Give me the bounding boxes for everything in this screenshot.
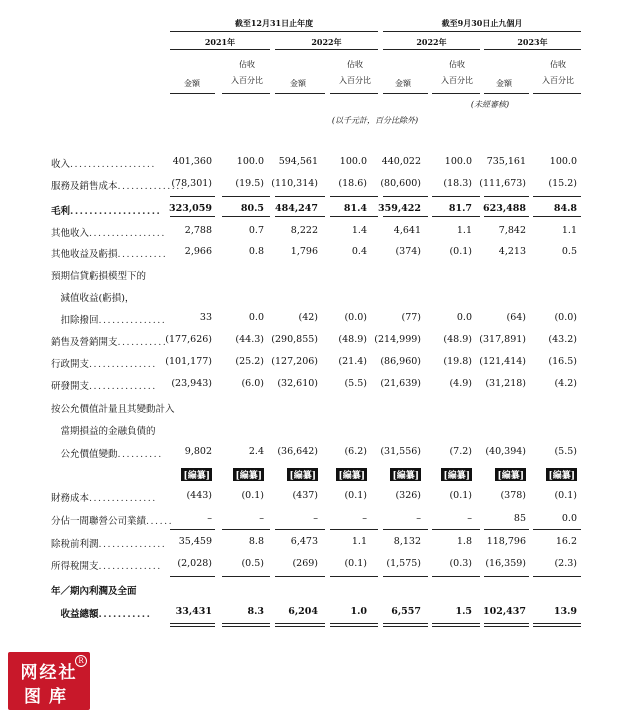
value-cell: 1.1 [561,225,577,236]
leader-dots: .............. [98,561,162,572]
value-cell: 623,488 [483,203,526,214]
period-annual-header: 截至12月31日止年度 [234,18,314,28]
value-cell: 33,431 [175,606,212,617]
table-row [0,356,633,374]
row-label [51,558,162,572]
tax-rule [432,576,480,577]
value-cell: (0.0) [554,312,577,323]
table-row [0,606,633,624]
value-cell: – [362,513,367,524]
leader-dots: ............... [98,315,167,326]
value-cell: 102,437 [483,606,526,617]
tax-rule [330,576,378,577]
total-rule [222,623,270,624]
stamp-line-1: 网经社 [20,663,78,683]
value-cell: 1.4 [351,225,367,236]
value-cell: 16.2 [555,536,577,547]
row-label [51,606,151,620]
value-cell: 9,802 [184,446,212,457]
row-label-text: 銷售及營銷開支 [51,337,118,348]
value-cell: 6,473 [290,536,318,547]
redacted-cell [546,468,577,481]
total-rule [170,626,215,627]
pct-header-4: 佔收 入百分比 [542,60,574,85]
table-row [0,536,633,554]
value-cell: (32,610) [277,378,318,389]
row-label [51,312,166,326]
value-cell: (127,206) [271,356,318,367]
row-label-text: 研發開支 [51,381,90,392]
value-cell: 85 [513,513,526,524]
value-cell: (111,673) [479,178,526,189]
leader-dots: ........... [98,609,152,620]
year-2022-nine-header: 2022年 [416,37,447,47]
leader-dots: ............... [89,381,157,392]
value-cell: 6,204 [288,606,318,617]
col-rule-3 [275,93,325,94]
row-label [51,225,166,239]
row-label [51,401,175,415]
leader-dots: ............... [89,493,157,504]
value-cell: (1,575) [386,558,421,569]
pretax-rule [170,529,215,530]
value-cell: (31,218) [485,378,526,389]
value-cell: (0.1) [344,558,367,569]
amount-header-1: 金額 [184,79,200,88]
total-rule [275,623,325,624]
unit-note: (以千元計，百分比除外) [331,116,419,125]
table-row [0,290,633,308]
year-2022-nine-rule [383,49,480,50]
table-row [0,246,633,264]
value-cell: (121,414) [479,356,526,367]
row-label [51,583,137,597]
total-rule [484,626,529,627]
total-rule [330,626,378,627]
subtotal-rule [170,196,215,197]
value-cell: (31,556) [380,446,421,457]
table-row [0,334,633,352]
gross-profit-rule [170,216,215,217]
value-cell: (48.9) [443,334,472,345]
row-label-text: 收益總額 [51,609,99,620]
leader-dots: .......... [117,449,163,460]
value-cell: 13.9 [553,606,577,617]
total-rule [432,623,480,624]
value-cell: 100.0 [549,156,577,167]
leader-dots: ................... [70,206,162,217]
redacted-cell [495,468,526,481]
value-cell: 4,641 [393,225,421,236]
value-cell: (0.1) [554,490,577,501]
value-cell: (437) [292,490,318,501]
row-label-text: 除稅前利潤 [51,539,99,550]
table-row [0,178,633,196]
table-row [0,312,633,330]
row-label [51,356,157,370]
table-row [0,156,633,174]
value-cell: 33 [199,312,212,323]
year-2023-nine-header: 2023年 [517,37,548,47]
subtotal-rule [484,196,529,197]
leader-dots: ................... [70,159,156,170]
value-cell: (80,600) [380,178,421,189]
period-nine-rule [383,31,581,32]
value-cell: (15.2) [548,178,577,189]
value-cell: 81.7 [448,203,472,214]
row-label-text: 預期信貸虧損模型下的 [51,271,147,282]
value-cell: 401,360 [172,156,212,167]
value-cell: 0.0 [456,312,472,323]
row-label-text: 行政開支 [51,359,90,370]
value-cell: – [467,513,472,524]
redaction-mark: [編纂] [441,468,472,481]
value-cell: (0.1) [449,490,472,501]
leader-dots: ...... [146,516,174,527]
value-cell: (18.6) [338,178,367,189]
total-rule [222,626,270,627]
redacted-cell [233,468,264,481]
row-label [51,203,161,217]
col-rule-2 [222,93,270,94]
row-label-text: 扣除撥回 [51,315,99,326]
tax-rule [484,576,529,577]
value-cell: (214,999) [374,334,421,345]
value-cell: 2.4 [248,446,264,457]
row-label [51,290,134,304]
value-cell: 735,161 [486,156,526,167]
row-label-text: 財務成本 [51,493,90,504]
value-cell: (21,639) [380,378,421,389]
gross-profit-rule [432,216,480,217]
leader-dots: ........... [117,249,168,260]
row-label [51,490,157,504]
redacted-cell [336,468,367,481]
pretax-rule [432,529,480,530]
value-cell: (378) [500,490,526,501]
registered-icon: R [75,655,87,667]
amount-header-4: 金額 [496,79,512,88]
leader-dots: ................. [89,228,166,239]
table-row [0,558,633,576]
row-label [51,334,167,348]
row-label [51,246,167,260]
total-rule [275,626,325,627]
value-cell: (317,891) [479,334,526,345]
value-cell: 8.3 [247,606,264,617]
col-rule-4 [330,93,378,94]
table-row [0,401,633,419]
row-label [51,178,185,192]
redaction-mark: [編纂] [287,468,318,481]
row-label-text: 其他收益及虧損 [51,249,118,260]
value-cell: (23,943) [171,378,212,389]
redacted-cell [441,468,472,481]
col-rule-7 [484,93,529,94]
value-cell: 2,966 [184,246,212,257]
value-cell: (6.2) [344,446,367,457]
value-cell: (0.1) [449,246,472,257]
value-cell: 440,022 [381,156,421,167]
value-cell: 1.8 [456,536,472,547]
redacted-cell [287,468,318,481]
stamp-line-2: 图库 [24,687,74,707]
pretax-rule [330,529,378,530]
value-cell: (6.0) [241,378,264,389]
value-cell: 8,132 [393,536,421,547]
value-cell: 1,796 [290,246,318,257]
redaction-mark: [編纂] [390,468,421,481]
row-label-text: 毛利 [51,206,71,217]
total-rule [170,623,215,624]
pct-header-2: 佔收 入百分比 [339,60,371,85]
row-label-text: 所得稅開支 [51,561,99,572]
gross-profit-rule [275,216,325,217]
value-cell: 6,557 [391,606,421,617]
value-cell: 0.0 [561,513,577,524]
pretax-rule [484,529,529,530]
row-label-text: 其他收入 [51,228,90,239]
value-cell: (21.4) [338,356,367,367]
value-cell: 1.1 [351,536,367,547]
value-cell: 0.7 [248,225,264,236]
total-rule [484,623,529,624]
subtotal-rule [330,196,378,197]
pretax-rule [275,529,325,530]
value-cell: 0.8 [248,246,264,257]
tax-rule [383,576,428,577]
leader-dots: ............... [98,539,167,550]
value-cell: (77) [401,312,421,323]
pretax-rule [383,529,428,530]
row-label-text: 按公允價值計量且其變動計入 [51,404,175,415]
value-cell: 0.4 [351,246,367,257]
value-cell: (19.8) [443,356,472,367]
leader-dots: ........... [117,337,168,348]
row-label [51,156,156,170]
value-cell: (86,960) [380,356,421,367]
row-label [51,513,173,527]
redaction-mark: [編纂] [336,468,367,481]
value-cell: (5.5) [554,446,577,457]
gross-profit-rule [330,216,378,217]
value-cell: 1.1 [456,225,472,236]
value-cell: 81.4 [343,203,367,214]
amount-header-3: 金額 [395,79,411,88]
table-row [0,378,633,396]
row-label-text: 公允價值變動 [51,449,118,460]
redaction-mark: [編纂] [546,468,577,481]
value-cell: (19.5) [235,178,264,189]
value-cell: 2,788 [184,225,212,236]
value-cell: (101,177) [165,356,212,367]
subtotal-rule [533,196,581,197]
value-cell: (2.3) [554,558,577,569]
gross-profit-rule [484,216,529,217]
subtotal-rule [383,196,428,197]
value-cell: (374) [395,246,421,257]
value-cell: 594,561 [278,156,318,167]
total-rule [432,626,480,627]
pct-header-3: 佔收 入百分比 [441,60,473,85]
total-rule [383,626,428,627]
row-label-text: 分佔一間聯營公司業績 [51,516,147,527]
row-label [51,423,156,437]
gross-profit-rule [533,216,581,217]
redaction-mark: [編纂] [181,468,212,481]
row-label [51,378,157,392]
table-row [0,446,633,464]
col-rule-5 [383,93,428,94]
value-cell: (40,394) [485,446,526,457]
value-cell: (64) [506,312,526,323]
value-cell: (326) [395,490,421,501]
value-cell: – [259,513,264,524]
year-2021-header: 2021年 [204,37,236,47]
tax-rule [533,576,581,577]
value-cell: (42) [298,312,318,323]
redaction-mark: [編纂] [495,468,526,481]
row-label-text: 年／期內利潤及全面 [51,586,137,597]
value-cell: (25.2) [235,356,264,367]
value-cell: 0.0 [248,312,264,323]
subtotal-rule [275,196,325,197]
value-cell: (443) [186,490,212,501]
value-cell: (18.3) [443,178,472,189]
row-label [51,446,163,460]
value-cell: (0.3) [449,558,472,569]
year-2021-rule [170,49,270,50]
value-cell: 4,213 [498,246,526,257]
value-cell: (7.2) [449,446,472,457]
value-cell: 1.0 [350,606,367,617]
table-row [0,490,633,508]
value-cell: (78,301) [171,178,212,189]
value-cell: (269) [292,558,318,569]
amount-header-2: 金額 [290,79,306,88]
value-cell: 323,059 [169,203,212,214]
value-cell: 80.5 [240,203,264,214]
value-cell: 7,842 [498,225,526,236]
pretax-rule [533,529,581,530]
row-label-text: 收入 [51,159,71,170]
redacted-cell [390,468,421,481]
value-cell: (4.2) [554,378,577,389]
value-cell: (5.5) [344,378,367,389]
redacted-cell [181,468,212,481]
value-cell: 359,422 [378,203,421,214]
tax-rule [222,576,270,577]
value-cell: 84.8 [553,203,577,214]
period-nine-header: 截至9月30日止九個月 [441,18,523,28]
pretax-rule [222,529,270,530]
value-cell: (2,028) [177,558,212,569]
value-cell: (290,855) [271,334,318,345]
table-row [0,225,633,243]
value-cell: 8,222 [290,225,318,236]
col-rule-1 [170,93,215,94]
row-label [51,536,166,550]
value-cell: (4.9) [449,378,472,389]
value-cell: (0.5) [241,558,264,569]
col-rule-6 [432,93,480,94]
tax-rule [275,576,325,577]
leader-dots: ............... [117,181,186,192]
value-cell: (16,359) [485,558,526,569]
value-cell: – [416,513,421,524]
table-row [0,468,633,486]
value-cell: (110,314) [271,178,318,189]
table-row [0,203,633,221]
value-cell: 118,796 [486,536,526,547]
value-cell: 0.5 [561,246,577,257]
value-cell: 100.0 [339,156,367,167]
redaction-mark: [編纂] [233,468,264,481]
total-rule [533,623,581,624]
value-cell: (44.3) [235,334,264,345]
gross-profit-rule [383,216,428,217]
pct-header-1: 佔收 入百分比 [231,60,263,85]
unaudited-note: (未經審核) [470,100,510,109]
value-cell: (177,626) [165,334,212,345]
subtotal-rule [222,196,270,197]
total-rule [383,623,428,624]
value-cell: (0.0) [344,312,367,323]
year-2022-header: 2022年 [311,37,342,47]
total-rule [533,626,581,627]
total-rule [330,623,378,624]
value-cell: 484,247 [275,203,318,214]
tax-rule [170,576,215,577]
year-2022-rule [275,49,378,50]
value-cell: 8.8 [248,536,264,547]
year-2023-nine-rule [484,49,581,50]
value-cell: – [313,513,318,524]
value-cell: (0.1) [344,490,367,501]
value-cell: (16.5) [548,356,577,367]
table-row [0,423,633,441]
gross-profit-rule [222,216,270,217]
row-label [51,268,146,282]
period-annual-rule [170,31,378,32]
row-label-text: 服務及銷售成本 [51,181,118,192]
value-cell: 100.0 [236,156,264,167]
value-cell: 1.5 [455,606,472,617]
value-cell: (48.9) [338,334,367,345]
value-cell: 100.0 [444,156,472,167]
subtotal-rule [432,196,480,197]
col-rule-8 [533,93,581,94]
leader-dots: ............... [89,359,157,370]
value-cell: (0.1) [241,490,264,501]
value-cell: – [207,513,212,524]
table-row [0,583,633,601]
value-cell: 35,459 [178,536,212,547]
watermark-stamp [8,652,90,710]
row-label-text: 減值收益(虧損)， [51,293,135,304]
value-cell: (36,642) [277,446,318,457]
value-cell: (43.2) [548,334,577,345]
table-row [0,268,633,286]
row-label-text: 當期損益的金融負債的 [51,426,156,437]
